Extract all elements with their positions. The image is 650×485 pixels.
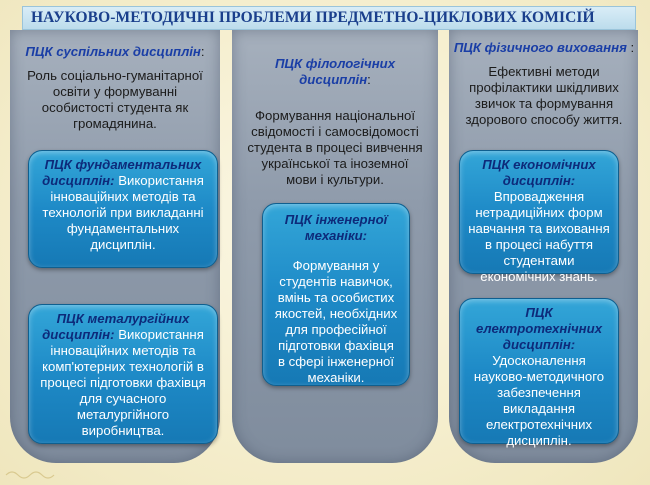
commission-social: ПЦК суспільних дисциплін: Роль соціально-гуманітарної освіти у формуванні особистості студента як громадянина. bbox=[25, 44, 205, 131]
commission-metallurgical-box: ПЦК металургійних дисциплін: Використання інноваційних методів та комп'ютерних технологій в процесі підготовки фахівця для сучасного металургійного виробництва. bbox=[28, 304, 218, 444]
commission-engineering-heading: ПЦК інженерної механіки: bbox=[284, 212, 388, 243]
commission-engineering-text: Формування у студентів навичок, вмінь та особистих якостей, необхідних для професійної підготовки фахівця в сфері інженерної механіки. bbox=[274, 258, 398, 385]
commission-economic-text: Впровадження нетрадиційних форм навчання та виховання в процесі набуття студентами економічних знань. bbox=[468, 189, 610, 284]
commission-electrotechnical-box bbox=[459, 298, 619, 448]
commission-metallurgical-heading: ПЦК металургійних дисциплін bbox=[42, 311, 190, 342]
commission-philological-text: Формування національної свідомості і самосвідомості студента в процесі вивчення української та іноземної мови і культури. bbox=[247, 108, 423, 187]
commission-social-text: Роль соціально-гуманітарної освіти у формуванні особистості студента як громадянина. bbox=[27, 68, 203, 131]
commission-physical: ПЦК фізичного виховання : Ефективні методи профілактики шкідливих звичок та формування здорового способу життя. bbox=[453, 40, 635, 127]
commission-economic-heading: ПЦК економічних дисциплін: bbox=[482, 157, 596, 188]
commission-electrotechnical-heading: ПЦК електротехнічних дисциплін: bbox=[475, 305, 603, 352]
commission-physical-heading: ПЦК фізичного виховання bbox=[453, 40, 627, 55]
page-title: НАУКОВО-МЕТОДИЧНІ ПРОБЛЕМИ ПРЕДМЕТНО-ЦИКЛОВИХ КОМІСІЙ bbox=[31, 9, 595, 26]
commission-fundamental-box: ПЦК фундаментальних дисциплін: Використання інноваційних методів та технологій при викладанні фундаментальних дисциплін. bbox=[28, 150, 218, 268]
commission-social-heading: ПЦК суспільних дисциплін bbox=[25, 44, 201, 59]
corner-decoration bbox=[4, 465, 74, 479]
commission-philological-heading: ПЦК філологічних дисциплін bbox=[274, 56, 396, 87]
commission-philological: ПЦК філологічних дисциплін: Формування національної свідомості і самосвідомості студента в процесі вивчення української та іноземної мови і культури. bbox=[247, 56, 423, 187]
title-bar bbox=[22, 6, 636, 30]
commission-fundamental-text: Використання інноваційних методів та технологій при викладанні фундаментальних дисциплін. bbox=[42, 173, 204, 252]
commission-engineering-box bbox=[262, 203, 410, 386]
commission-electrotechnical-text: Удосконалення науково-методичного забезпечення викладання електротехнічних дисциплін. bbox=[473, 353, 605, 448]
commission-metallurgical-text: Використання інноваційних методів та комп'ютерних технологій в процесі підготовки фахівця для сучасного металургійного виробництва. bbox=[40, 327, 206, 438]
commission-economic-box bbox=[459, 150, 619, 284]
commission-physical-text: Ефективні методи профілактики шкідливих звичок та формування здорового способу життя. bbox=[465, 64, 623, 127]
commission-fundamental-heading: ПЦК фундаментальних дисциплін bbox=[42, 157, 202, 188]
